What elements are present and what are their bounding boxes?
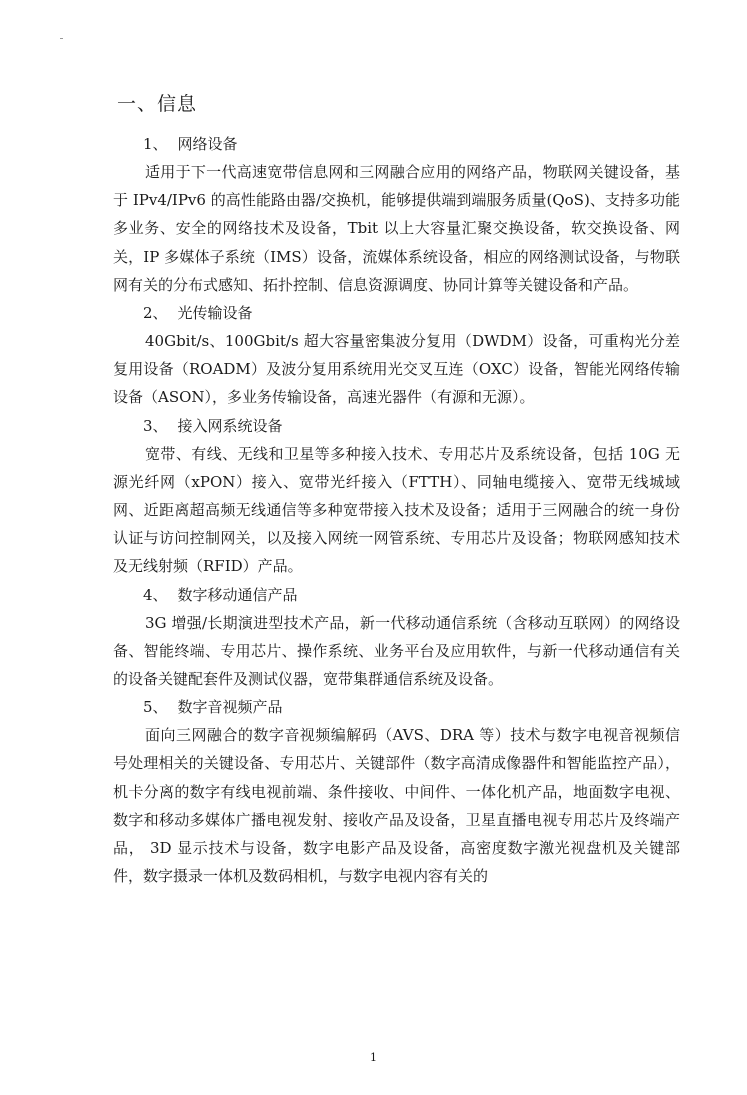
item-heading-network-equipment <box>113 130 680 158</box>
item-paragraph-digital-av: 面向三网融合的数字音视频编解码（AVS、DRA 等）技术与数字电视音视频信号处理相关的关键设备、专用芯片、关键部件（数字高清成像器件和智能监控产品），机卡分离的数字有线电视前端、条件接收、中间件、一体化机产品，地面数字电视、数字和移动多媒体广播电视发射、接收产品及设备，卫星直播电视专用芯片及终端产品， 3D 显示技术与设备，数字电影产品及设备，高密度数字激光视盘机及关键部件，数字摄录一体机及数码相机，与数字电视内容有关的 <box>113 726 680 886</box>
item-heading-access-network <box>113 412 680 440</box>
item-title: 接入网系统设备 <box>177 416 283 435</box>
item-heading-optical-transmission <box>113 299 680 327</box>
item-heading-digital-mobile <box>113 581 680 609</box>
item-paragraph-optical-transmission: 40Gbit/s、100Gbit/s 超大容量密集波分复用（DWDM）设备，可重构光分差复用设备（ROADM）及波分复用系统用光交叉互连（OXC）设备，智能光网络传输设备（ASON），多业务传输设备，高速光器件（有源和无源）。 <box>113 332 680 407</box>
item-title: 光传输设备 <box>177 304 253 323</box>
item-number: 2、 <box>143 304 168 323</box>
item-number: 4、 <box>143 585 168 604</box>
item-number: 3、 <box>143 416 168 435</box>
section-title: 一、信息 <box>117 93 198 115</box>
item-paragraph-access-network: 宽带、有线、无线和卫星等多种接入技术、专用芯片及系统设备，包括 10G 无源光纤网（xPON）接入、宽带光纤接入（FTTH）、同轴电缆接入、宽带无线城域网、近距离超高频无线通信等多种宽带接入技术及设备；适用于三网融合的统一身份认证与访问控制网关，以及接入网统一网管系统、专用芯片及设备；物联网感知技术及无线射频（RFID）产品。 <box>113 444 680 576</box>
item-title: 数字移动通信产品 <box>177 585 298 604</box>
item-number: 5、 <box>143 698 168 717</box>
item-number: 1、 <box>143 135 168 153</box>
item-paragraph-digital-mobile: 3G 增强/长期演进型技术产品，新一代移动通信系统（含移动互联网）的网络设备、智能终端、专用芯片、操作系统、业务平台及应用软件，与新一代移动通信有关的设备关键配套件及测试仪器，宽带集群通信系统及设备。 <box>113 613 680 689</box>
page-number: 1 <box>370 1051 377 1064</box>
item-paragraph-network-equipment: 适用于下一代高速宽带信息网和三网融合应用的网络产品，物联网关键设备，基于 IPv4/IPv6 的高性能路由器/交换机，能够提供端到端服务质量(QoS)、支持多功能多业务、安全的网络技术及设备，Tbit 以上大容量汇聚交换设备，软交换设备、网关，IP 多媒体子系统（IMS）设备，流媒体系统设备，相应的网络测试设备，与物联网有关的分布式感知、拓扑控制、信息资源调度、协同计算等关键设备和产品。 <box>113 163 680 294</box>
item-title: 网络设备 <box>177 135 238 153</box>
document-body <box>113 130 680 890</box>
item-heading-digital-av <box>113 693 680 721</box>
scan-speck <box>60 38 63 39</box>
item-title: 数字音视频产品 <box>177 698 283 717</box>
